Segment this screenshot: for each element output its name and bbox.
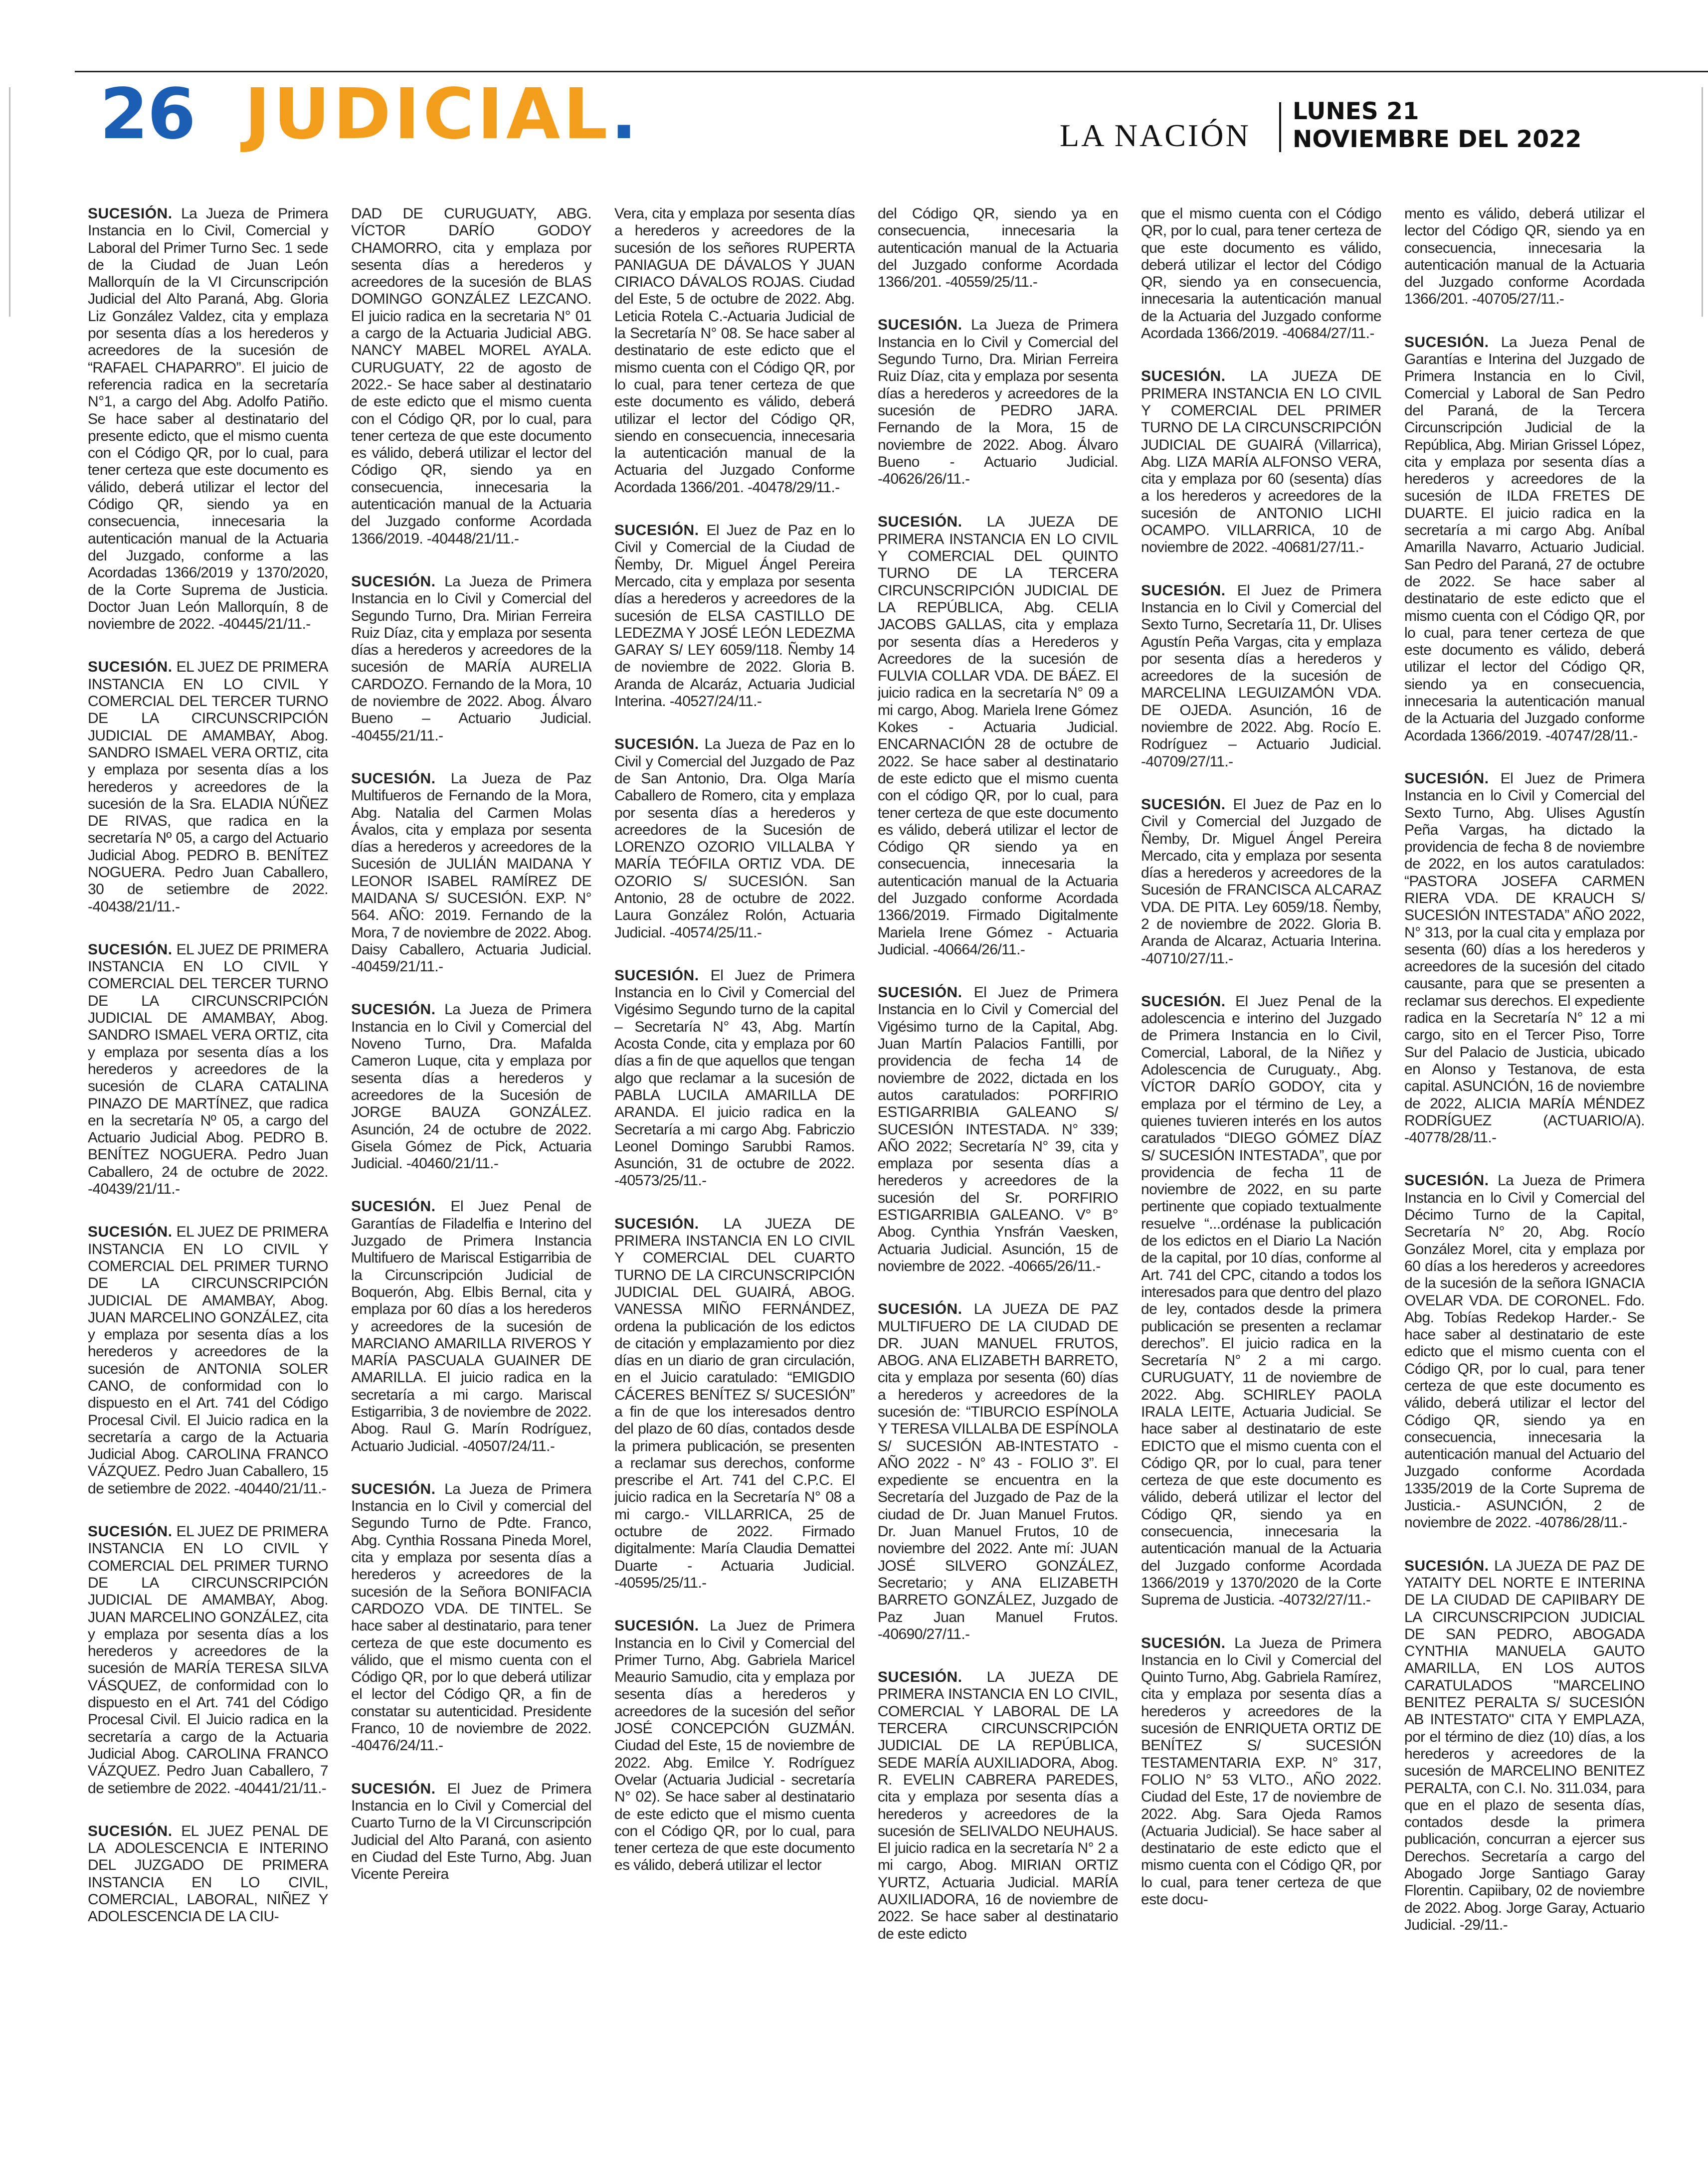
notice-text: EL JUEZ DE PRIMERA INSTANCIA EN LO CIVIL Y COMERCIAL DEL PRIMER TURNO DE LA CIRCUNSCRIPCIÓN JUDICIAL DE AMAMBAY, Abog. JUAN MARCELINO GONZÁLEZ, cita y emplaza por sesenta días a los herederos y acreedores de la sucesión de ANTONIA SOLER CANO, de conformidad con lo dispuesto en el Art. 741 del Código Procesal Civil. El Juicio radica en la secretaría a cargo de la Actuaria Judicial Abog. CAROLINA FRANCO VÁZQUEZ. Pedro Juan Caballero, 15 de setiembre de 2022. -40440/21/11.- (88, 1224, 328, 1497)
legal-notice (1404, 205, 1645, 308)
notice-text: Vera, cita y emplaza por sesenta días a herederos y acreedores de la sucesión de los señores RUPERTA PANIAGUA DE DÁVALOS Y JUAN CIRIACO DÁVALOS ROJAS. Ciudad del Este, 5 de octubre de 2022. Abg. Leticia Rotela C.-Actuaria Judicial de la Secretaría N° 08. Se hace saber al destinatario de este edicto que el mismo cuenta con el Código QR, por lo cual, para tener certeza de que este documento es válido, deberá utilizar el lector del Código QR, siendo en consecuencia, innecesaria la autenticación manual de la Actuaria del Juzgado Conforme Acordada 1366/201. -40478/29/11.- (614, 205, 855, 496)
column-3 (614, 205, 855, 2150)
notice-label: SUCESIÓN. (614, 736, 699, 753)
legal-notice (1404, 770, 1645, 1147)
legal-notice (614, 736, 855, 941)
notice-text: La Jueza de Primera Instancia en lo Civil y Comercial del Quinto Turno, Abg. Gabriela Ramírez, cita y emplaza por sesenta días a herederos y acreedores de la sucesión de ENRIQUETA ORTIZ DE BENÍTEZ S/ SUCESIÓN TESTAMENTARIA EXP. N° 317, FOLIO N° 53 VLTO., AÑO 2022. Ciudad del Este, 17 de noviembre de 2022. Abg. Sara Ojeda Ramos (Actuaria Judicial). Se hace saber al destinatario de este edicto que el mismo cuenta con el Código QR, por lo cual, para tener certeza de que este docu- (1141, 1634, 1381, 1908)
legal-notice (614, 967, 855, 1190)
notice-text: que el mismo cuenta con el Código QR, por lo cual, para tener certeza de que este documento es válido, deberá utilizar el lector del Código QR, siendo ya en consecuencia, innecesaria la autenticación manual de la Actuaria del Juzgado conforme Acordada 1366/2019. -40684/27/11.- (1141, 205, 1381, 342)
notice-label: SUCESIÓN. (1141, 796, 1226, 813)
page-number: 26 (100, 74, 195, 155)
notice-label: SUCESIÓN. (1404, 1172, 1489, 1189)
legal-notice (878, 205, 1118, 291)
masthead-divider (1279, 102, 1281, 152)
column-6 (1404, 205, 1645, 2150)
notice-text: LA JUEZA DE PRIMERA INSTANCIA EN LO CIVIL Y COMERCIAL DEL PRIMER TURNO DE LA CIRCUNSCRIPCIÓN JUDICIAL DE GUAIRÁ (Villarrica), Abg. LIZA MARÍA ALFONSO VERA, cita y emplaza por 60 (sesenta) días a los herederos y acreedores de la sucesión de ANTONIO LICHI OCAMPO. VILLARRICA, 10 de noviembre de 2022. -40681/27/11.- (1141, 368, 1381, 556)
notice-label: SUCESIÓN. (351, 1001, 436, 1018)
legal-notice (351, 1001, 591, 1172)
notice-label: SUCESIÓN. (1141, 368, 1226, 385)
notice-text: El Juez Penal de la adolescencia e interino del Juzgado de Primera Instancia en lo Civil, Comercial, Laboral, de la Niñez y Adolescencia de Curuguaty., Abg. VÍCTOR DARÍO GODOY, cita y emplaza por el término de Ley, a quienes tuvieren interés en los autos caratulados “DIEGO GÓMEZ DÍAZ S/ SUCESIÓN INTESTADA”, que por providencia de fecha 11 de noviembre de 2022, en su parte pertinente que copiado textualmente resuelve “...ordénase la publicación de los edictos en el Diario La Nación de la capital, por 10 días, conforme al Art. 741 del CPC, citando a todos los interesados para que dentro del plazo de ley, contados desde la primera publicación se presenten a reclamar derechos”. El juicio radica en la Secretaría N° 2 a mi cargo. CURUGUATY, 11 de noviembre de 2022. Abg. SCHIRLEY PAOLA IRALA LEITE, Actuaria Judicial. Se hace saber al destinatario de este EDICTO que el mismo cuenta con el Código QR, por lo cual, para tener certeza de que este documento es válido, deberá utilizar el lector del Código QR, siendo ya en consecuencia, innecesaria la autenticación manual de la Actuaria del Juzgado conforme Acordada 1366/2019 y 1370/2020 de la Corte Suprema de Justicia. -40732/27/11.- (1141, 993, 1381, 1609)
issue-date (1293, 98, 1582, 154)
notice-text: La Jueza de Primera Instancia en lo Civil y Comercial del Segundo Turno, Dra. Mirian Ferreira Ruiz Díaz, cita y emplaza por sesenta días a herederos y acreedores de la sucesión de MARÍA AURELIA CARDOZO. Fernando de la Mora, 10 de noviembre de 2022. Abog. Álvaro Bueno – Actuario Judicial. -40455/21/11.- (351, 573, 591, 744)
legal-notice (88, 1823, 328, 1926)
page-header (0, 0, 1708, 180)
legal-notice (88, 941, 328, 1198)
legal-notice (614, 522, 855, 710)
section-title-text: JUDICIAL (244, 74, 611, 155)
legal-notice (351, 205, 591, 547)
notice-text: La Jueza de Primera Instancia en lo Civil y Comercial del Noveno Turno, Dra. Mafalda Cameron Luque, cita y emplaza por sesenta días a herederos y acreedores de la Sucesión de JORGE BAUZA GONZÁLEZ. Asunción, 24 de octubre de 2022. Gisela Gómez de Pick, Actuaria Judicial. -40460/21/11.- (351, 1001, 591, 1172)
column-4 (878, 205, 1118, 2150)
notice-label: SUCESIÓN. (878, 984, 962, 1001)
notice-text: LA JUEZA DE PAZ DE YATAITY DEL NORTE E INTERINA DE LA CIUDAD DE CAPIIBARY DE LA CIRCUNSCRIPCION JUDICIAL DE SAN PEDRO, ABOGADA CYNTHIA MANUELA GAUTO AMARILLA, EN LOS AUTOS CARATULADOS "MARCELINO BENITEZ PERALTA S/ SUCESIÓN AB INTESTATO" CITA Y EMPLAZA, por el término de diez (10) días, a los herederos y acreedores de la sucesión de MARCELINO BENITEZ PERALTA, con C.I. No. 311.034, para que en el plazo de sesenta días, contados desde la primera publicación, concurran a ejercer sus Derechos. Secretaría a cargo del Abogado Jorge Santiago Garay Florentin. Capiibary, 02 de noviembre de 2022. Abog. Jorge Garay, Actuario Judicial. -29/11.- (1404, 1557, 1645, 1933)
legal-notice (1141, 205, 1381, 342)
notice-text: LA JUEZA DE PRIMERA INSTANCIA EN LO CIVIL Y COMERCIAL DEL QUINTO TURNO DE LA TERCERA CIRCUNSCRIPCIÓN JUDICIAL DE LA REPÚBLICA, Abg. CELIA JACOBS GALLAS, cita y emplaza por sesenta días a Herederos y Acreedores de la sucesión de FULVIA COLLAR VDA. DE BÁEZ. El juicio radica en la secretaría N° 09 a mi cargo, Abog. Mariela Irene Gómez Kokes - Actuaria Judicial. ENCARNACIÓN 28 de octubre de 2022. Se hace saber al destinatario de este edicto que el mismo cuenta con el código QR, por lo cual, para tener certeza de que este documento es válido, deberá utilizar el lector de Código QR siendo ya en consecuencia, innecesaria la autenticación manual de la Actuaria del Juzgado conforme Acordada 1366/2019. Firmado Digitalmente Mariela Irene Gómez - Actuaria Judicial. -40664/26/11.- (878, 514, 1118, 958)
legal-notice (1404, 1558, 1645, 1934)
notice-label: SUCESIÓN. (351, 1198, 436, 1215)
notice-text: La Juez de Primera Instancia en lo Civil y Comercial del Primer Turno, Abg. Gabriela Maricel Meaurio Samudio, cita y emplaza por sesenta días a herederos y acreedores de la sucesión del señor JOSÉ CONCEPCIÓN GUZMÁN. Ciudad del Este, 15 de noviembre de 2022. Abg. Emilce Y. Rodríguez Ovelar (Actuaria Judicial - secretaría N° 02). Se hace saber al destinatario de este edicto que el mismo cuenta con el Código QR, por lo cual, para tener certeza de que este documento es válido, deberá utilizar el lector (614, 1618, 855, 1874)
notice-label: SUCESIÓN. (614, 1618, 699, 1634)
legal-notice (1141, 796, 1381, 967)
legal-notice (88, 1523, 328, 1797)
newspaper-masthead: LA NACIÓN (1060, 118, 1251, 153)
notice-text: El Juez de Primera Instancia en lo Civil y Comercial del Cuarto Turno de la VI Circunscripción Judicial del Alto Paraná, con asiento en Ciudad del Este Turno, Abg. Juan Vicente Pereira (351, 1780, 591, 1883)
legal-notice (614, 1618, 855, 1874)
issue-date-day: LUNES 21 (1293, 98, 1419, 125)
header-top-rule (75, 71, 1708, 72)
legal-notice (1141, 1635, 1381, 1909)
notice-label: SUCESIÓN. (88, 1822, 173, 1839)
legal-notice (88, 1224, 328, 1497)
notice-label: SUCESIÓN. (1404, 1557, 1489, 1574)
notice-label: SUCESIÓN. (878, 514, 962, 531)
column-5 (1141, 205, 1381, 2150)
legal-notices-columns (88, 205, 1644, 2150)
notice-text: El Juez de Primera Instancia en lo Civil y Comercial del Vigésimo turno de la Capital, Abg. Juan Martín Palacios Fantilli, por providencia de fecha 14 de noviembre de 2022, dictada en los autos caratulados: PORFIRIO ESTIGARRIBIA GALEANO S/ SUCESIÓN INTESTADA. N° 339; AÑO 2022; Secretaría N° 39, cita y emplaza por sesenta días a herederos y acreedores de la sucesión del Sr. PORFIRIO ESTIGARRIBIA GALEANO. V° B° Abog. Cynthia Ynsfrán Vaesken, Actuaria Judicial. Asunción, 15 de noviembre de 2022. -40665/26/11.- (878, 984, 1118, 1274)
legal-notice (351, 1781, 591, 1883)
section-title (244, 75, 640, 155)
legal-notice (351, 1481, 591, 1755)
notice-label: SUCESIÓN. (88, 1523, 173, 1540)
notice-text: La Jueza de Paz Multifueros de Fernando de la Mora, Abg. Natalia del Carmen Molas Ávalos, cita y emplaza por sesenta días a herederos y acreedores de la Sucesión de JULIÁN MAIDANA Y LEONOR ISABEL RAMÍREZ DE MAIDANA S/ SUCESIÓN. EXP. N° 564. AÑO: 2019. Fernando de la Mora, 7 de noviembre de 2022. Abog. Daisy Caballero, Actuaria Judicial. -40459/21/11.- (351, 770, 591, 975)
section-title-dot: . (610, 74, 640, 155)
legal-notice (1141, 582, 1381, 770)
legal-notice (351, 1198, 591, 1454)
notice-text: DAD DE CURUGUATY, ABG. VÍCTOR DARÍO GODOY CHAMORRO, cita y emplaza por sesenta días a herederos y acreedores de la sucesión de BLAS DOMINGO GONZÁLEZ LEZCANO. El juicio radica en la secretaria N° 01 a cargo de la Actuaria Judicial ABG. NANCY MABEL MOREL AYALA. CURUGUATY, 22 de agosto de 2022.- Se hace saber al destinatario de este edicto que el mismo cuenta con el Código QR, por lo cual, para tener certeza de que este documento es válido, deberá utilizar el lector del Código QR, siendo ya en consecuencia, innecesaria la autenticación manual de la Actuaria del Juzgado conforme Acordada 1366/2019. -40448/21/11.- (351, 205, 591, 547)
notice-label: SUCESIÓN. (1404, 334, 1489, 351)
legal-notice (88, 659, 328, 915)
notice-label: SUCESIÓN. (878, 1669, 962, 1686)
notice-label: SUCESIÓN. (1404, 770, 1489, 787)
notice-text: LA JUEZA DE PRIMERA INSTANCIA EN LO CIVIL, COMERCIAL Y LABORAL DE LA TERCERA CIRCUNSCRIPCIÓN JUDICIAL DE LA REPÚBLICA, SEDE MARÍA AUXILIADORA, Abog. R. EVELIN CABRERA PAREDES, cita y emplaza por sesenta días a herederos y acreedores de la sucesión de SELIVALDO NEUHAUS. El juicio radica en la secretaría N° 2 a mi cargo, Abog. MIRIAN ORTIZ YURTZ, Actuaria Judicial. MARÍA AUXILIADORA, 16 de noviembre de 2022. Se hace saber al destinatario de este edicto (878, 1669, 1118, 1942)
notice-text: El Juez Penal de Garantías de Filadelfia e Interino del Juzgado de Primera Instancia Multifuero de Mariscal Estigarribia de la Circunscripción Judicial de Boquerón, Abg. Elbis Bernal, cita y emplaza por 60 días a los herederos y acreedores de la sucesión de MARCIANO AMARILLA RIVEROS Y MARÍA PASCUALA GUAINER DE AMARILLA. El juicio radica en la secretaría a mi cargo. Mariscal Estigarribia, 3 de noviembre de 2022. Abog. Raul G. Marín Rodríguez, Actuario Judicial. -40507/24/11.- (351, 1198, 591, 1454)
notice-label: SUCESIÓN. (351, 1480, 436, 1497)
legal-notice (878, 1669, 1118, 1943)
notice-text: LA JUEZA DE PRIMERA INSTANCIA EN LO CIVIL Y COMERCIAL DEL CUARTO TURNO DE LA CIRCUNSCRIPCIÓN JUDICIAL DEL GUAIRÁ, ABOG. VANESSA MIÑO FERNÁNDEZ, ordena la publicación de los edictos de citación y emplazamiento por diez días en un diario de gran circulación, en el Juicio caratulado: “EMIGDIO CÁCERES BENÍTEZ S/ SUCESIÓN” a fin de que los interesados dentro del plazo de 60 días, contados desde la primera publicación, se presenten a reclamar sus derechos, conforme prescribe el Art. 741 del C.P.C. El juicio radica en la Secretaría N° 08 a mi cargo.- VILLARRICA, 25 de octubre de 2022. Firmado digitalmente: María Claudia Demattei Duarte - Actuaria Judicial. -40595/25/11.- (614, 1215, 855, 1591)
notice-text: La Jueza de Primera Instancia en lo Civil y Comercial del Décimo Turno de la Capital, Secretaría N° 20, Abg. Rocío González Morel, cita y emplaza por 60 días a los herederos y acreedores de la sucesión de la señora IGNACIA OVELAR VDA. DE CORONEL. Fdo. Abg. Tobías Redekop Harder.- Se hace saber al destinatario de este edicto que el mismo cuenta con el Código QR, por lo cual, para tener certeza de que este documento es válido, deberá utilizar el lector del Código QR, siendo ya en consecuencia, innecesaria la autenticación manual del Actuario del Juzgado conforme Acordada 1335/2019 de la Corte Suprema de Justicia.- ASUNCIÓN, 2 de noviembre de 2022. -40786/28/11.- (1404, 1172, 1645, 1531)
notice-text: La Jueza Penal de Garantías e Interina del Juzgado de Primera Instancia en lo Civil, Comercial y Laboral de San Pedro del Paraná, de la Tercera Circunscripción Judicial de la República, Abg. Mirian Grissel López, cita y emplaza por sesenta días a herederos y acreedores de la sucesión de ILDA FRETES DE DUARTE. El juicio radica en la secretaría a mi cargo Abg. Aníbal Amarilla Navarro, Actuario Judicial. San Pedro del Paraná, 27 de octubre de 2022. Se hace saber al destinatario de este edicto que el mismo cuenta con el Código QR, por lo cual, para tener certeza de que este documento es válido, deberá utilizar el lector del Código QR, siendo ya en consecuencia, innecesaria la autenticación manual de la Actuaria del Juzgado conforme Acordada 1366/2019. -40747/28/11.- (1404, 334, 1645, 744)
notice-text: El Juez de Primera Instancia en lo Civil y Comercial del Vigésimo Segundo turno de la capital – Secretaría N° 43, Abg. Martín Acosta Conde, cita y emplaza por 60 días a fin de que aquellos que tengan algo que reclamar a la sucesión de PABLA LUCILA AMARILLA DE ARANDA. El juicio radica en la Secretaría a mi cargo Abg. Fabriczio Leonel Domingo Sarubbi Ramos. Asunción, 31 de octubre de 2022. -40573/25/11.- (614, 967, 855, 1189)
legal-notice (1141, 368, 1381, 556)
notice-label: SUCESIÓN. (88, 205, 173, 222)
notice-text: mento es válido, deberá utilizar el lector del Código QR, siendo ya en consecuencia, innecesaria la autenticación manual de la Actuaria del Juzgado conforme Acordada 1366/201. -40705/27/11.- (1404, 205, 1645, 308)
notice-label: SUCESIÓN. (878, 1301, 962, 1318)
notice-label: SUCESIÓN. (88, 659, 173, 676)
notice-label: SUCESIÓN. (878, 317, 962, 334)
notice-text: EL JUEZ PENAL DE LA ADOLESCENCIA E INTERINO DEL JUZGADO DE PRIMERA INSTANCIA EN LO CIVIL, COMERCIAL, LABORAL, NIÑEZ Y ADOLESCENCIA DE LA CIU- (88, 1822, 328, 1925)
notice-label: SUCESIÓN. (88, 1224, 173, 1241)
notice-text: El Juez de Primera Instancia en lo Civil y Comercial del Sexto Turno, Secretaría 11, Dr. Ulises Agustín Peña Vargas, cita y emplaza por sesenta días a herederos y acreedores de la sucesión de MARCELINA LEGUIZAMÓN VDA. DE OJEDA. Asunción, 16 de noviembre de 2022. Abg. Rocío E. Rodríguez – Actuario Judicial. -40709/27/11.- (1141, 582, 1381, 770)
legal-notice (878, 514, 1118, 958)
issue-date-month-year: NOVIEMBRE DEL 2022 (1293, 126, 1582, 153)
notice-text: La Jueza de Primera Instancia en lo Civil y comercial del Segundo Turno de Pdte. Franco, Abg. Cynthia Rossana Pineda Morel, cita y emplaza por sesenta días a herederos y acreedores de la sucesión de la Señora BONIFACIA CARDOZO VDA. DE TINTEL. Se hace saber al destinatario, para tener certeza de que este documento es válido, que el mismo cuenta con el Código QR, por lo que deberá utilizar el lector del Código QR, a fin de constatar su autenticidad. Presidente Franco, 10 de noviembre de 2022. -40476/24/11.- (351, 1480, 591, 1754)
legal-notice (614, 1216, 855, 1592)
legal-notice (351, 573, 591, 744)
notice-text: La Jueza de Primera Instancia en lo Civil, Comercial y Laboral del Primer Turno Sec. 1 sede de la Ciudad de Juan León Mallorquín de la VI Circunscripción Judicial del Alto Paraná, Abg. Gloria Liz González Valdez, cita y emplaza por sesenta días a los herederos y acreedores de la sucesión de “RAFAEL CHAPARRO”. El juicio de referencia radica en la secretaría N°1, a cargo del Abg. Adolfo Patiño. Se hace saber al destinatario del presente edicto, que el mismo cuenta con el Código QR, por lo cual, para tener certeza que este documento es válido, deberá utilizar el lector del Código QR, siendo ya en consecuencia, innecesaria la autenticación manual de la Actuaria del Juzgado, conforme a las Acordadas 1366/2019 y 1370/2020, de la Corte Suprema de Justicia. Doctor Juan León Mallorquín, 8 de noviembre de 2022. -40445/21/11.- (88, 205, 328, 633)
notice-label: SUCESIÓN. (88, 941, 173, 958)
legal-notice (878, 984, 1118, 1275)
legal-notice (88, 205, 328, 633)
legal-notice (614, 205, 855, 496)
notice-text: EL JUEZ DE PRIMERA INSTANCIA EN LO CIVIL Y COMERCIAL DEL PRIMER TURNO DE LA CIRCUNSCRIPCIÓN JUDICIAL DE AMAMBAY, Abog. JUAN MARCELINO GONZÁLEZ, cita y emplaza por sesenta días a los herederos y acreedores de la sucesión de MARÍA TERESA SILVA VÁSQUEZ, de conformidad con lo dispuesto en el Art. 741 del Código Procesal Civil. El Juicio radica en la secretaría a cargo de la Actuaria Judicial Abog. CAROLINA FRANCO VÁZQUEZ. Pedro Juan Caballero, 7 de setiembre de 2022. -40441/21/11.- (88, 1523, 328, 1797)
column-2 (351, 205, 591, 2150)
notice-label: SUCESIÓN. (351, 770, 436, 787)
legal-notice (1404, 334, 1645, 744)
notice-text: EL JUEZ DE PRIMERA INSTANCIA EN LO CIVIL Y COMERCIAL DEL TERCER TURNO DE LA CIRCUNSCRIPCIÓN JUDICIAL DE AMAMBAY, Abog. SANDRO ISMAEL VERA ORTIZ, cita y emplaza por sesenta días a los herederos y acreedores de la sucesión de la Sra. ELADIA NÚÑEZ DE RIVAS, que radica en la secretaría Nº 05, a cargo del Actuario Judicial Abog. PEDRO B. BENÍTEZ NOGUERA. Pedro Juan Caballero, 30 de setiembre de 2022. -40438/21/11.- (88, 659, 328, 915)
notice-text: La Jueza de Primera Instancia en lo Civil y Comercial del Segundo Turno, Dra. Mirian Ferreira Ruiz Díaz, cita y emplaza por sesenta días a herederos y acreedores de la sucesión de PEDRO JARA. Fernando de la Mora, 15 de noviembre de 2022. Abog. Álvaro Bueno - Actuario Judicial. -40626/26/11.- (878, 317, 1118, 488)
notice-label: SUCESIÓN. (351, 573, 436, 590)
notice-label: SUCESIÓN. (1141, 1634, 1226, 1651)
notice-text: El Juez de Paz en lo Civil y Comercial de la Ciudad de Ñemby, Dr. Miguel Ángel Pereira Mercado, cita y emplaza por sesenta días a herederos y acreedores de la sucesión de ELSA CASTILLO DE LEDEZMA Y JOSÉ LEÓN LEDEZMA GARAY S/ LEY 6059/118. Ñemby 14 de noviembre de 2022. Gloria B. Aranda de Alcaráz, Actuaria Judicial Interina. -40527/24/11.- (614, 522, 855, 710)
legal-notice (351, 770, 591, 976)
legal-notice (878, 317, 1118, 488)
notice-label: SUCESIÓN. (1141, 582, 1226, 599)
notice-text: El Juez de Primera Instancia en lo Civil y Comercial del Sexto Turno, Abg. Ulises Agustín Peña Vargas, ha dictado la providencia de fecha 8 de noviembre de 2022, en los autos caratulados: “PASTORA JOSEFA CARMEN RIERA VDA. DE KRAUCH S/ SUCESIÓN INTESTADA” AÑO 2022, N° 313, por la cual cita y emplaza por sesenta (60) días a los herederos y acreedores de la sucesión del citado causante, para que se presenten a reclamar sus derechos. El expediente radica en la Secretaría N° 12 a mi cargo, sito en el Tercer Piso, Torre Sur del Palacio de Justicia, ubicado en Alonso y Testanova, de esta capital. ASUNCIÓN, 16 de noviembre de 2022, ALICIA MARÍA MÉNDEZ RODRÍGUEZ (ACTUARIO/A). -40778/28/11.- (1404, 770, 1645, 1146)
notice-text: El Juez de Paz en lo Civil y Comercial del Juzgado de Ñemby, Dr. Miguel Ángel Pereira Mercado, cita y emplaza por sesenta días a herederos y acreedores de la Sucesión de FRANCISCA ALCARAZ VDA. DE PITA. Ley 6059/18. Ñemby, 2 de noviembre de 2022. Gloria B. Aranda de Alcaraz, Actuaria Interina. -40710/27/11.- (1141, 796, 1381, 967)
legal-notice (1404, 1172, 1645, 1531)
notice-label: SUCESIÓN. (614, 1215, 699, 1232)
notice-label: SUCESIÓN. (351, 1780, 436, 1797)
legal-notice (878, 1301, 1118, 1643)
notice-label: SUCESIÓN. (614, 967, 699, 984)
notice-label: SUCESIÓN. (614, 522, 699, 539)
notice-text: EL JUEZ DE PRIMERA INSTANCIA EN LO CIVIL Y COMERCIAL DEL TERCER TURNO DE LA CIRCUNSCRIPCIÓN JUDICIAL DE AMAMBAY, Abog. SANDRO ISMAEL VERA ORTIZ, cita y emplaza por sesenta días a los herederos y acreedores de la sucesión de CLARA CATALINA PINAZO DE MARTÍNEZ, que radica en la secretaría Nº 05, a cargo del Actuario Judicial Abog. PEDRO B. BENÍTEZ NOGUERA. Pedro Juan Caballero, 24 de octubre de 2022. -40439/21/11.- (88, 941, 328, 1198)
notice-text: La Jueza de Paz en lo Civil y Comercial del Juzgado de Paz de San Antonio, Dra. Olga María Caballero de Romero, cita y emplaza por sesenta días a herederos y acreedores de la Sucesión de LORENZO OZORIO VILLALBA Y MARÍA TEÓFILA ORTIZ VDA. DE OZORIO S/ SUCESIÓN. San Antonio, 28 de octubre de 2022. Laura González Rolón, Actuaria Judicial. -40574/25/11.- (614, 736, 855, 941)
column-1 (88, 205, 328, 2150)
notice-label: SUCESIÓN. (1141, 993, 1226, 1010)
notice-text: LA JUEZA DE PAZ MULTIFUERO DE LA CIUDAD DE DR. JUAN MANUEL FRUTOS, ABOG. ANA ELIZABETH BARRETO, cita y emplaza por sesenta (60) días a herederos y acreedores de la sucesión de: “TIBURCIO ESPÍNOLA Y TERESA VILLALBA DE ESPÍNOLA S/ SUCESIÓN AB-INTESTATO - AÑO 2022 - N° 43 - FOLIO 3”. El expediente se encuentra en la Secretaría del Juzgado de Paz de la ciudad de Dr. Juan Manuel Frutos. Dr. Juan Manuel Frutos, 10 de noviembre del 2022. Ante mí: JUAN JOSÉ SILVERO GONZÁLEZ, Secretario; y ANA ELIZABETH BARRETO GONZÁLEZ, Juzgado de Paz Juan Manuel Frutos. -40690/27/11.- (878, 1301, 1118, 1642)
legal-notice (1141, 993, 1381, 1609)
notice-text: del Código QR, siendo ya en consecuencia, innecesaria la autenticación manual de la Actuaria del Juzgado conforme Acordada 1366/201. -40559/25/11.- (878, 205, 1118, 291)
